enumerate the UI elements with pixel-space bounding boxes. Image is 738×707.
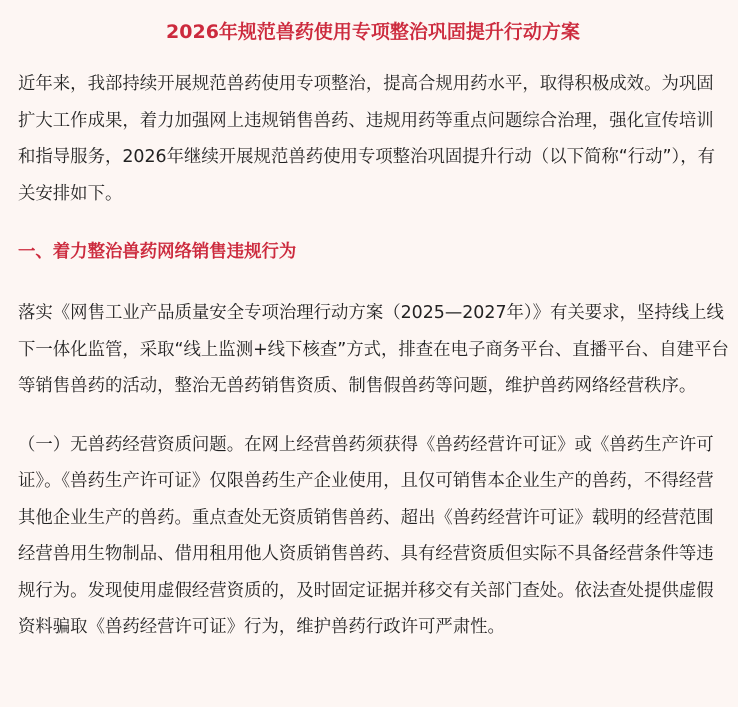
section-body-paragraph: 落实《网售工业产品质量安全专项治理行动方案（2025—2027年）》有关要求，坚持线上线下一体化监管，采取“线上监测+线下核查”方式，排查在电子商务平台、直播平台、自建平台等销售兽药的活动，整治无兽药销售资质、制售假兽药等问题，维护兽药网络经营秩序。 bbox=[18, 303, 729, 396]
document-title: 2026年规范兽药使用专项整治巩固提升行动方案 bbox=[166, 21, 580, 43]
section-heading: 一、着力整治兽药网络销售违规行为 bbox=[18, 242, 297, 262]
intro-paragraph: 近年来，我部持续开展规范兽药使用专项整治，提高合规用药水平，取得积极成效。为巩固扩大工作成果，着力加强网上违规销售兽药、违规用药等重点问题综合治理，强化宣传培训和指导服务，2026年继续开展规范兽药使用专项整治巩固提升行动（以下简称“行动”），有关安排如下。 bbox=[18, 74, 716, 204]
subsection-paragraph: （一）无兽药经营资质问题。在网上经营兽药须获得《兽药经营许可证》或《兽药生产许可证》。《兽药生产许可证》仅限兽药生产企业使用，且仅可销售本企业生产的兽药，不得经营其他企业生产的兽药。重点查处无资质销售兽药、超出《兽药经营许可证》载明的经营范围经营兽用生物制品、借用租用他人资质销售兽药、具有经营资质但实际不具备经营条件等违规行为。发现使用虚假经营资质的，及时固定证据并移交有关部门查处。依法查处提供虚假资料骗取《兽药经营许可证》行为，维护兽药行政许可严肃性。 bbox=[18, 434, 714, 637]
